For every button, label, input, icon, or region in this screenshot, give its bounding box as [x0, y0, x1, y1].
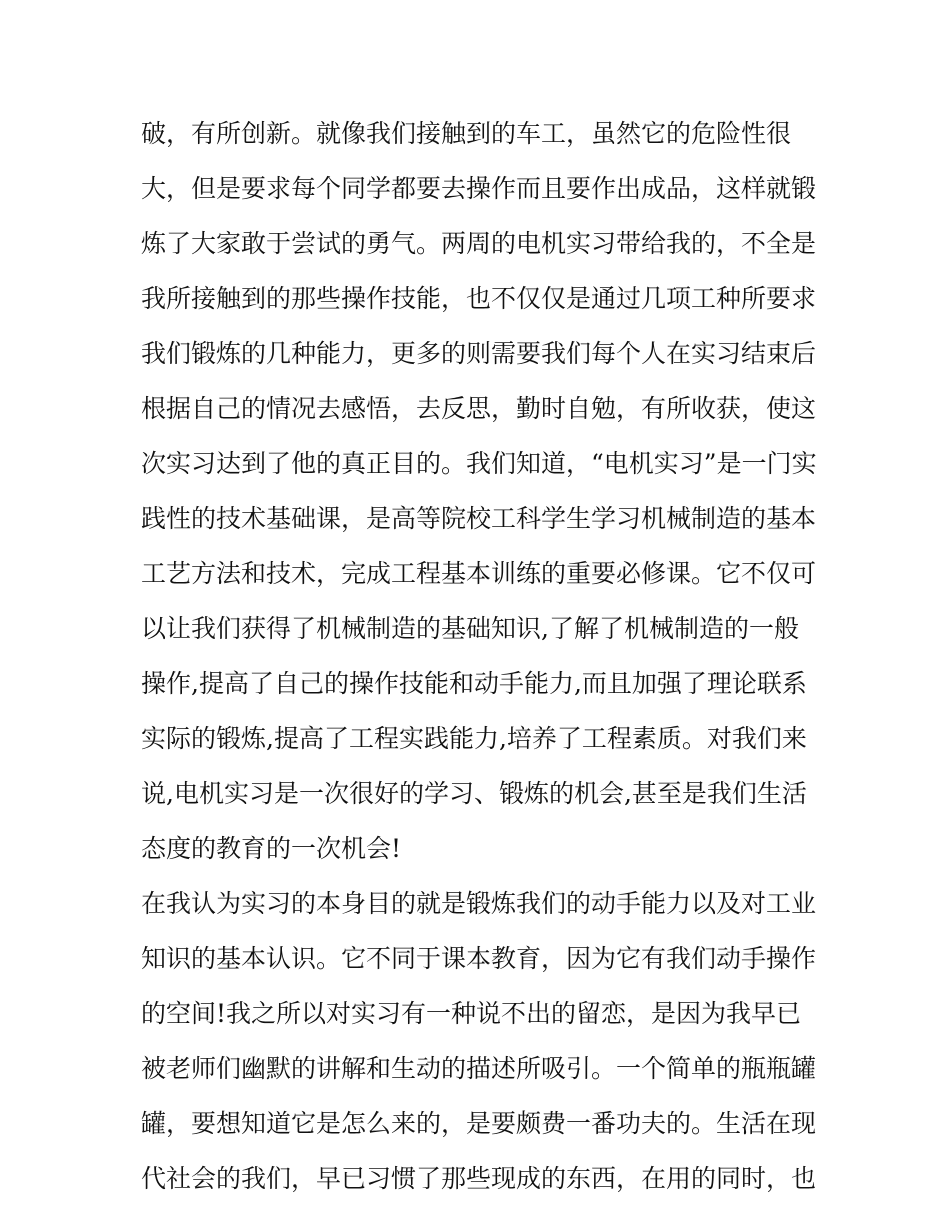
- text-line: 破，有所创新。就像我们接触到的车工，虽然它的危险性很: [141, 119, 792, 148]
- text-line: 被老师们幽默的讲解和生动的描述所吸引。一个简单的瓶瓶罐: [141, 1054, 817, 1083]
- text-line: 的空间!我之所以对实习有一种说不出的留恋，是因为我早已: [141, 999, 802, 1028]
- text-line: 炼了大家敢于尝试的勇气。两周的电机实习带给我的，不全是: [141, 229, 817, 258]
- text-line: 工艺方法和技术，完成工程基本训练的重要必修课。它不仅可: [141, 559, 817, 588]
- text-line: 践性的技术基础课，是高等院校工科学生学习机械制造的基本: [141, 504, 817, 533]
- text-line: 知识的基本认识。它不同于课本教育，因为它有我们动手操作: [141, 944, 817, 973]
- text-line: 说,电机实习是一次很好的学习、锻炼的机会,甚至是我们生活: [141, 779, 807, 808]
- text-line: 我们锻炼的几种能力，更多的则需要我们每个人在实习结束后: [141, 339, 817, 368]
- text-line: 代社会的我们，早已习惯了那些现成的东西，在用的同时，也: [141, 1164, 817, 1193]
- text-line: 态度的教育的一次机会!: [141, 834, 402, 863]
- text-line: 在我认为实习的本身目的就是锻炼我们的动手能力以及对工业: [141, 889, 817, 918]
- text-line: 根据自己的情况去感悟，去反思，勤时自勉，有所收获，使这: [141, 394, 817, 423]
- text-line: 罐，要想知道它是怎么来的，是要颇费一番功夫的。生活在现: [141, 1109, 817, 1138]
- text-line: 实际的锻炼,提高了工程实践能力,培养了工程素质。对我们来: [141, 724, 807, 753]
- text-line: 大，但是要求每个同学都要去操作而且要作出成品，这样就锻: [141, 174, 817, 203]
- text-line: 次实习达到了他的真正目的。我们知道，“电机实习”是一门实: [141, 449, 817, 478]
- body-text: [141, 106, 821, 1206]
- text-line: 操作,提高了自己的操作技能和动手能力,而且加强了理论联系: [141, 669, 807, 698]
- text-line: 以让我们获得了机械制造的基础知识,了解了机械制造的一般: [141, 614, 799, 643]
- text-line: 我所接触到的那些操作技能，也不仅仅是通过几项工种所要求: [141, 284, 817, 313]
